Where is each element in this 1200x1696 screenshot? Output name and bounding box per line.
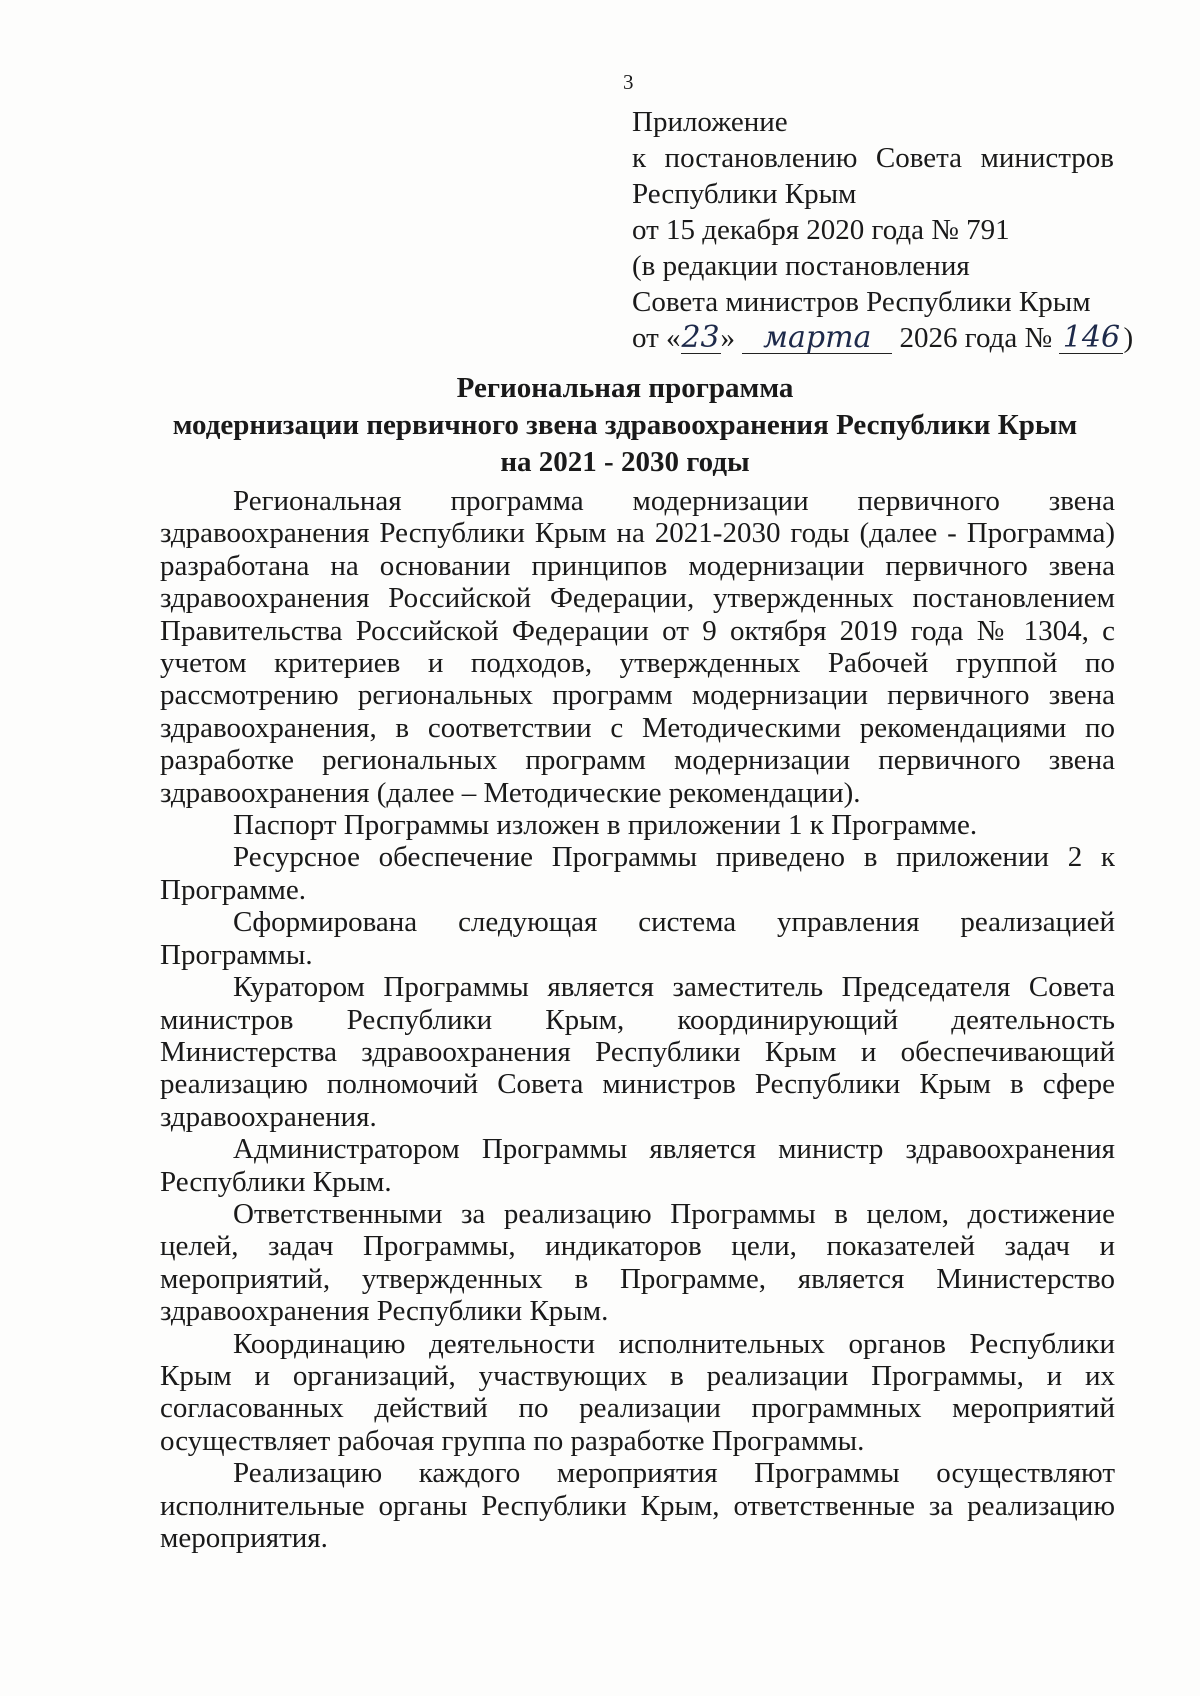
appendix-word: к bbox=[632, 142, 647, 174]
handwritten-number: 146 bbox=[1059, 323, 1123, 354]
document-body bbox=[160, 485, 1115, 1554]
appendix-line-6: Совета министров Республики Крым bbox=[632, 286, 1091, 318]
appendix-line-4: от 15 декабря 2020 года № 791 bbox=[632, 214, 1010, 246]
appendix-header bbox=[632, 104, 1134, 356]
paragraph: Реализацию каждого мероприятия Программы осуществляют исполнительные органы Республики Крым, ответственные за реализацию мероприятия. bbox=[160, 1457, 1115, 1554]
paragraph: Координацию деятельности исполнительных органов Республики Крым и организаций, участвующих в реализации Программы, и их согласованных действий по реализации программных мероприятий осуществляет рабочая группа по разработке Программы. bbox=[160, 1327, 1115, 1457]
paragraph: Региональная программа модернизации первичного звена здравоохранения Республики Крым на 2021-2030 годы (далее - Программа) разработана на основании принципов модернизации первичного звена здравоохранения Российской Федерации, утвержденных постановлением Правительства Российской Федерации от 9 октября 2019 года № 1304, с учетом критериев и подходов, утвержденных Рабочей группой по рассмотрению региональных программ модернизации первичного звена здравоохранения, в соответствии с Методическими рекомендациями по разработке региональных программ модернизации первичного звена здравоохранения (далее – Методические рекомендации). bbox=[160, 485, 1115, 809]
appendix-line-1: Приложение bbox=[632, 106, 788, 138]
appendix-word: постановлению bbox=[664, 142, 858, 174]
title-line-3: на 2021 - 2030 годы bbox=[500, 446, 750, 478]
date-prefix: от « bbox=[632, 322, 681, 354]
title-line-1: Региональная программа bbox=[456, 372, 794, 404]
paragraph: Ресурсное обеспечение Программы приведено в приложении 2 к Программе. bbox=[160, 841, 1115, 906]
page-number: 3 bbox=[623, 70, 634, 94]
paragraph: Куратором Программы является заместитель Председателя Совета министров Республики Крым, координирующий деятельность Министерства здравоохранения Республики Крым и обеспечивающий реализацию полномочий Совета министров Республики Крым в сфере здравоохранения. bbox=[160, 971, 1115, 1133]
paragraph: Сформирована следующая система управления реализацией Программы. bbox=[160, 906, 1115, 971]
paragraph: Администратором Программы является министр здравоохранения Республики Крым. bbox=[160, 1133, 1115, 1198]
document-title bbox=[130, 370, 1120, 481]
appendix-word: Совета bbox=[875, 142, 963, 174]
date-year: 2026 года № bbox=[899, 322, 1053, 354]
paragraph: Паспорт Программы изложен в приложении 1 к Программе. bbox=[233, 809, 978, 842]
appendix-word: министров bbox=[980, 142, 1114, 174]
handwritten-month: марта bbox=[742, 323, 892, 354]
date-quote-close: » bbox=[720, 322, 736, 354]
title-line-2: модернизации первичного звена здравоохранения Республики Крым bbox=[172, 409, 1078, 441]
appendix-line-3: Республики Крым bbox=[632, 178, 857, 210]
paragraph: Ответственными за реализацию Программы в целом, достижение целей, задач Программы, индикаторов цели, показателей задач и мероприятий, утвержденных в Программе, является Министерство здравоохранения Республики Крым. bbox=[160, 1197, 1115, 1328]
appendix-line-2 bbox=[632, 140, 1114, 176]
handwritten-day: 23 bbox=[681, 320, 720, 355]
appendix-line-5: (в редакции постановления bbox=[632, 250, 970, 282]
date-suffix: ) bbox=[1123, 322, 1134, 354]
appendix-line-7 bbox=[632, 320, 1134, 356]
